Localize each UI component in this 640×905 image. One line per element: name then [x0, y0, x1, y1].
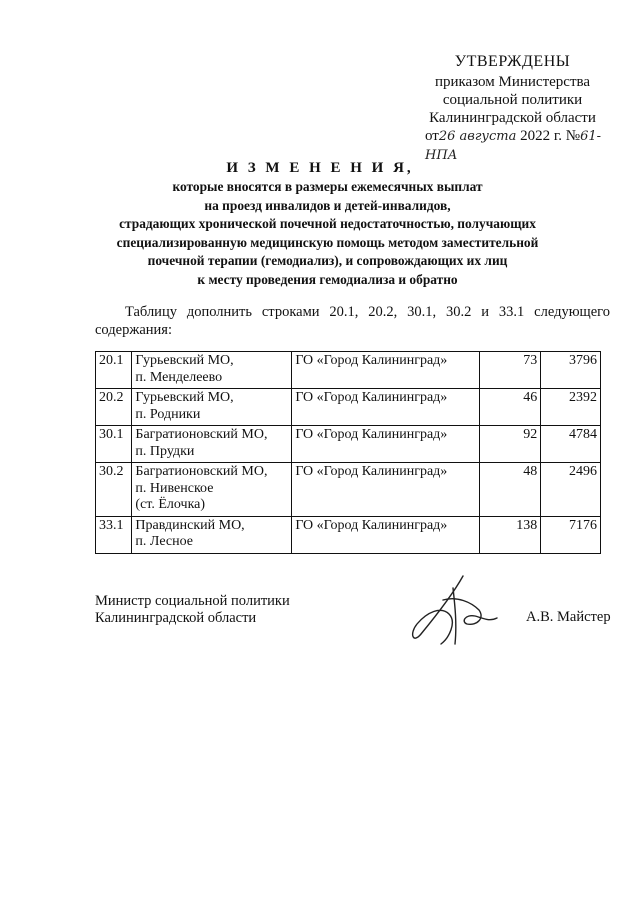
table-row	[96, 426, 601, 463]
date-year: 2022 г. №	[520, 128, 581, 144]
amount-cell: 4784	[541, 426, 601, 463]
distance-cell: 46	[479, 389, 541, 426]
place-line: п. Лесное	[135, 534, 193, 549]
place-cell	[132, 463, 292, 517]
document-title: И З М Е Н Е Н И Я,	[226, 160, 414, 176]
row-number: 30.1	[96, 426, 132, 463]
intro-paragraph: Таблицу дополнить строками 20.1, 20.2, 30.1, 30.2 и 33.1 следующего содержания:	[95, 304, 610, 338]
subtitle-line: специализированную медицинскую помощь методом заместительной	[116, 234, 539, 250]
approval-line: Калининградской области	[429, 110, 596, 126]
subtitle-line: на проезд инвалидов и детей-инвалидов,	[204, 197, 451, 213]
place-line: Правдинский МО,	[135, 517, 245, 533]
subtitle-line: к месту проведения гемодиализа и обратно	[197, 271, 458, 287]
destination-cell: ГО «Город Калининград»	[292, 463, 479, 517]
place-line: Гурьевский МО,	[135, 353, 234, 368]
table-row	[96, 516, 601, 553]
row-number: 20.2	[96, 389, 132, 426]
handwritten-date: 26 августа	[438, 129, 517, 144]
approval-line: социальной политики	[442, 92, 583, 108]
handwritten-signature	[405, 572, 505, 652]
destination-cell: ГО «Город Калининград»	[292, 352, 479, 389]
subtitle-line: почечной терапии (гемодиализ), и сопровождающих их лиц	[147, 253, 508, 269]
amount-cell: 2496	[541, 463, 601, 517]
distance-cell: 92	[479, 426, 541, 463]
signatory-position	[95, 593, 290, 627]
destination-cell: ГО «Город Калининград»	[292, 389, 479, 426]
place-line: п. Нивенское	[135, 480, 214, 496]
place-cell	[132, 389, 292, 426]
table-row	[96, 389, 601, 426]
distance-cell: 73	[479, 352, 541, 389]
position-line: Министр социальной политики	[95, 593, 290, 609]
approval-block	[395, 53, 630, 165]
document-subtitle	[80, 178, 575, 290]
destination-cell: ГО «Город Калининград»	[292, 426, 479, 463]
amount-cell: 2392	[541, 389, 601, 426]
place-line: п. Прудки	[135, 443, 195, 459]
approval-line: приказом Министерства	[434, 74, 591, 90]
place-line: п. Родники	[135, 406, 201, 422]
place-line: Гурьевский МО,	[135, 390, 234, 405]
distance-cell: 138	[479, 516, 541, 553]
place-cell	[132, 352, 292, 389]
handwritten-order-number: 61-НПА	[425, 129, 602, 163]
place-line: Багратионовский МО,	[135, 427, 268, 442]
row-number: 30.2	[96, 463, 132, 517]
row-number: 33.1	[96, 516, 132, 553]
place-line: Багратионовский МО,	[135, 464, 268, 479]
amount-cell: 7176	[541, 516, 601, 553]
approval-title: УТВЕРЖДЕНЫ	[454, 53, 571, 70]
place-cell	[132, 516, 292, 553]
place-line: п. Менделеево	[135, 369, 223, 385]
table-row	[96, 463, 601, 517]
subtitle-line: которые вносятся в размеры ежемесячных выплат	[172, 179, 483, 194]
distance-cell: 48	[479, 463, 541, 517]
table-row	[96, 352, 601, 389]
position-line: Калининградской области	[95, 610, 257, 626]
place-cell	[132, 426, 292, 463]
row-number: 20.1	[96, 352, 132, 389]
subtitle-line: страдающих хронической почечной недостаточностью, получающих	[119, 216, 536, 232]
destination-cell: ГО «Город Калининград»	[292, 516, 479, 553]
payments-table	[95, 351, 601, 554]
signatory-name: А.В. Майстер	[526, 609, 611, 625]
amount-cell: 3796	[541, 352, 601, 389]
date-prefix: от	[425, 128, 439, 144]
place-line: (ст. Ёлочка)	[135, 497, 206, 512]
